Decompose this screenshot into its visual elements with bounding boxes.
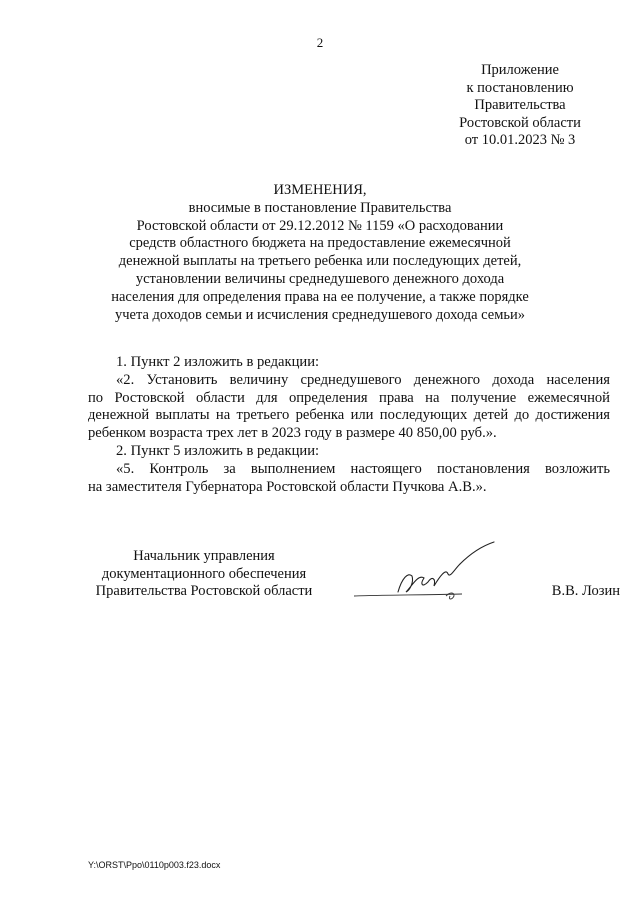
appendix-header: [420, 62, 620, 150]
title-line: установлении величины среднедушевого денежного дохода: [135, 270, 505, 287]
item-1-text-line: ребенком возраста трех лет в 2023 году в размере 40 850,00 руб.».: [88, 425, 497, 442]
title-line: Ростовской области от 29.12.2012 № 1159 «О расходовании: [136, 217, 504, 234]
title-line: учета доходов семьи и исчисления среднедушевого дохода семьи»: [114, 306, 525, 323]
signer-position-line: Начальник управления: [133, 548, 275, 564]
appendix-line: Правительства: [474, 97, 566, 114]
item-1-text-line: по Ростовской области для определения права на получение ежемесячной: [88, 389, 610, 406]
title-line: средств областного бюджета на предоставление ежемесячной: [129, 235, 511, 252]
handwritten-signature: [350, 538, 500, 608]
item-1-text-line: денежной выплаты на третьего ребенка или последующих детей до достижения: [88, 407, 610, 424]
item-2-text-line: «5. Контроль за выполнением настоящего постановления возложить: [116, 460, 610, 477]
item-1-heading: 1. Пункт 2 изложить в редакции:: [116, 354, 320, 370]
appendix-line: от 10.01.2023 № 3: [464, 132, 576, 149]
file-path-footer: Y:\ORST\Ppo\0110p003.f23.docx: [88, 860, 221, 870]
signer-position-line: Правительства Ростовской области: [95, 583, 313, 600]
document-title: [80, 182, 560, 324]
signer-position: [88, 548, 320, 601]
document-body: [88, 354, 610, 496]
item-1-text-line: «2. Установить величину среднедушевого денежного дохода населения: [116, 371, 610, 388]
signer-name: В.В. Лозин: [551, 583, 620, 599]
appendix-line: Ростовской области: [459, 114, 581, 131]
item-2-heading: 2. Пункт 5 изложить в редакции:: [116, 442, 320, 459]
title-line: денежной выплаты на третьего ребенка или последующих детей,: [118, 253, 522, 270]
title-line: вносимые в постановление Правительства: [188, 199, 452, 216]
item-2-text-line: на заместителя Губернатора Ростовской области Пучкова А.В.».: [88, 478, 487, 495]
page-number: 2: [316, 35, 324, 50]
signer-position-line: документационного обеспечения: [101, 565, 307, 582]
appendix-line: Приложение: [481, 62, 559, 78]
title-line: населения для определения права на ее получение, а также порядке: [111, 288, 529, 305]
title-heading: ИЗМЕНЕНИЯ,: [273, 182, 367, 198]
appendix-line: к постановлению: [466, 79, 574, 96]
